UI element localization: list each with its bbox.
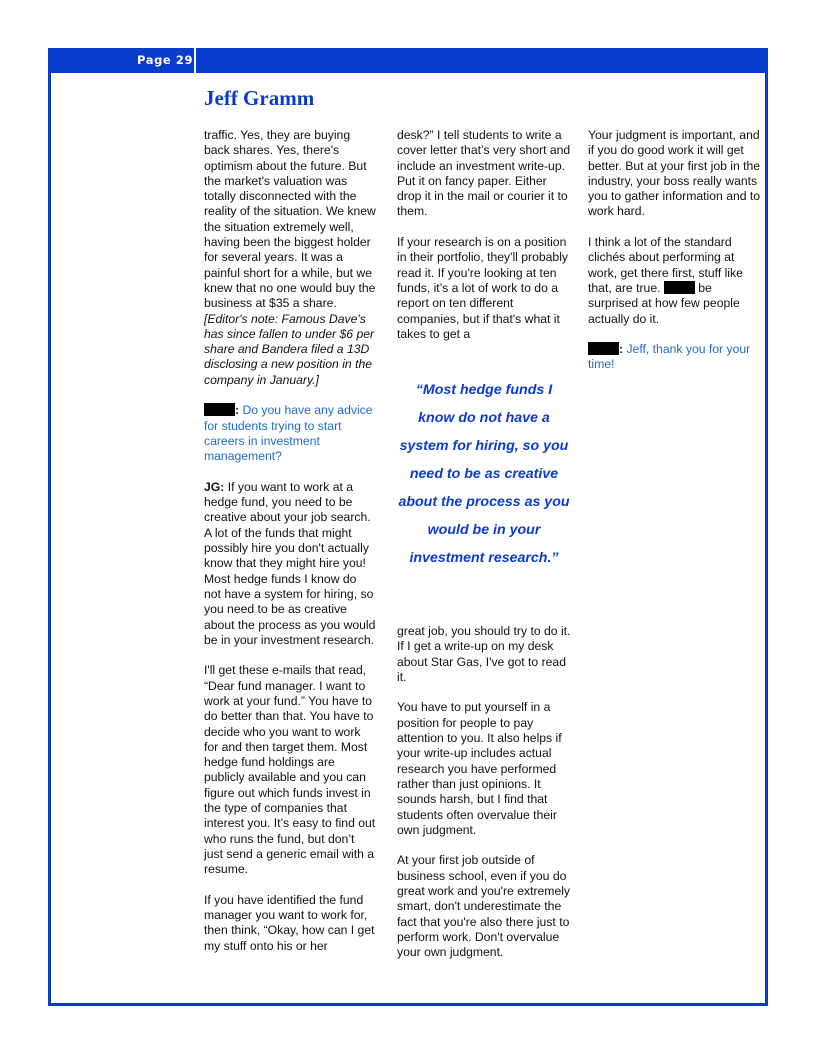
paragraph [204, 128, 376, 388]
redacted-name [204, 403, 235, 416]
closing-text: Jeff, thank you for your time! [588, 342, 751, 372]
redacted-name [588, 342, 619, 355]
paragraph: You have to put yourself in a position for people to pay attention to you. It also helps if your write-up includes actual research you have performed rather than just opinions. It sounds harsh, but I find that students often overvalue their own judgment. [397, 700, 562, 837]
closing-remark [588, 342, 764, 373]
page-number: Page 29 [137, 53, 194, 67]
paragraph: Your judgment is important, and if you do good work it will get better. But at your first job in the industry, your boss really wants you to gather information and to work hard. [588, 128, 761, 219]
paragraph-text: I think a lot of the standard clichés about performing at work, get there first, stuff like that, are true. [588, 235, 743, 295]
paragraph: If you have identified the fund manager you want to work for, then think, “Okay, how can I get my stuff onto his or her [204, 892, 375, 953]
speaker-initials: JG: [204, 479, 225, 494]
paragraph-text: traffic. Yes, they are buying back shares. Yes, there's optimism about the future. But the market's valuation was totally disconnected with the reality of the situation. We knew the situation extremely well, having been the biggest holder for several years. It was a painful short for a while, but we knew that no one would buy the business at $35 a share. [204, 128, 376, 311]
editors-note: [Editor's note: Famous Dave's has since fallen to under $6 per share and Bandera filed a 13D disclosing a new position in the company in January.] [204, 311, 375, 387]
closing-colon: : [619, 342, 624, 357]
interviewer-question [204, 403, 376, 464]
paragraph: I'll get these e-mails that read, “Dear fund manager. I want to work at your fund.” You have to do better than that. You have to decide who you want to work for and then target them. Most hedge fund holdings are publicly available and you can figure out which funds invest in the type of companies that interest you. It’s easy to find out who runs the fund, but don’t just send a generic email with a resume. [204, 663, 376, 877]
question-colon: : [235, 403, 240, 418]
column-2-top [397, 128, 571, 342]
paragraph: If your research is on a position in their portfolio, they'll probably read it. If you're looking at ten funds, it’s a lot of work to do a report on ten different companies, but if that's what it takes to get a [397, 235, 569, 341]
header-divider [194, 48, 196, 73]
paragraph [588, 235, 764, 327]
pull-quote: “Most hedge funds I know do not have a system for hiring, so you need to be as creative about the process as you would be in your investment research.” [398, 382, 570, 566]
article-title: Jeff Gramm [204, 86, 315, 110]
answer-text: If you want to work at a hedge fund, you need to be creative about your job search. A lot of the funds that might possibly hire you don't actually know that they might hire you! Most hedge funds I know do not have a system for hiring, so you need to be as creative about the process as you would be in your investment research. [204, 479, 376, 647]
column-3 [588, 128, 764, 373]
column-1 [204, 128, 376, 954]
redacted-name [664, 281, 695, 294]
column-2-bottom [397, 624, 571, 961]
paragraph: great job, you should try to do it. If I get a write-up on my desk about Star Gas, I've got to read it. [397, 624, 571, 684]
paragraph-text: be surprised at how few people actually do it. [588, 280, 740, 326]
question-text: Do you have any advice for students trying to start careers in investment management? [204, 403, 373, 464]
paragraph: At your first job outside of business school, even if you do great work and you're extremely smart, don't underestimate the fact that you're also there just to perform work. Don't overvalue your own judgment. [397, 853, 571, 960]
paragraph: desk?” I tell students to write a cover letter that’s very short and include an investment write-up. Put it on fancy paper. Either drop it in the mail or courier it to them. [397, 128, 571, 219]
answer [204, 480, 376, 648]
